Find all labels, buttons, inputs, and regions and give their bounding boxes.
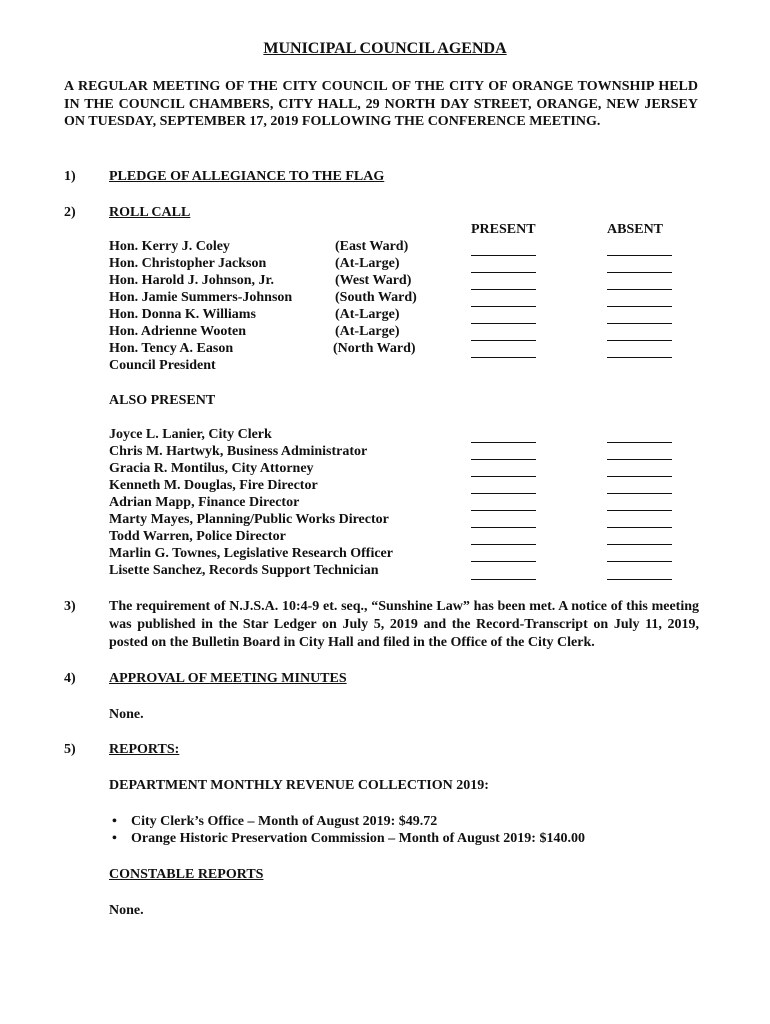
item-4-number: 4): [64, 671, 76, 686]
absent-blank: [607, 340, 672, 341]
official-entry: Chris M. Hartwyk, Business Administrator: [109, 444, 368, 459]
present-blank: [471, 323, 536, 324]
item-1-number: 1): [64, 169, 76, 184]
present-blank: [471, 289, 536, 290]
absent-blank: [607, 323, 672, 324]
constable-reports-body: None.: [109, 903, 144, 918]
absent-blank: [607, 493, 672, 494]
item-5-heading: REPORTS:: [109, 742, 180, 757]
absent-blank: [607, 272, 672, 273]
absent-blank: [607, 255, 672, 256]
item-1-heading: PLEDGE OF ALLEGIANCE TO THE FLAG: [109, 169, 385, 184]
member-name: Hon. Christopher Jackson: [109, 256, 267, 271]
absent-blank: [607, 442, 672, 443]
member-ward: (At-Large): [335, 256, 400, 271]
present-blank: [471, 527, 536, 528]
member-ward: (East Ward): [335, 239, 409, 254]
bullet-marker: •: [112, 831, 117, 846]
present-blank: [471, 357, 536, 358]
present-blank: [471, 493, 536, 494]
absent-blank: [607, 561, 672, 562]
official-entry: Joyce L. Lanier, City Clerk: [109, 427, 272, 442]
official-entry: Marty Mayes, Planning/Public Works Director: [109, 512, 389, 527]
present-blank: [471, 459, 536, 460]
official-entry: Lisette Sanchez, Records Support Technician: [109, 563, 379, 578]
official-entry: Kenneth M. Douglas, Fire Director: [109, 478, 318, 493]
present-column-header: PRESENT: [471, 222, 536, 237]
official-entry: Gracia R. Montilus, City Attorney: [109, 461, 314, 476]
absent-blank: [607, 306, 672, 307]
present-blank: [471, 510, 536, 511]
meeting-intro: A REGULAR MEETING OF THE CITY COUNCIL OF THE CITY OF ORANGE TOWNSHIP HELD IN THE COUNCIL CHAMBERS, CITY HALL, 29 NORTH DAY STREET, ORANGE, NEW JERSEY ON TUESDAY, SEPTEMBER 17, 2019 FOLLOWING THE CONFERENCE MEETING.: [64, 79, 698, 129]
official-entry: Marlin G. Townes, Legislative Research Officer: [109, 546, 393, 561]
absent-blank: [607, 579, 672, 580]
member-name: Hon. Kerry J. Coley: [109, 239, 230, 254]
absent-blank: [607, 544, 672, 545]
constable-reports-heading: CONSTABLE REPORTS: [109, 867, 264, 882]
item-3-number: 3): [64, 599, 76, 614]
present-blank: [471, 442, 536, 443]
member-name: Hon. Jamie Summers-Johnson: [109, 290, 293, 305]
revenue-collection-heading: DEPARTMENT MONTHLY REVENUE COLLECTION 2019:: [109, 778, 489, 793]
absent-blank: [607, 527, 672, 528]
present-blank: [471, 255, 536, 256]
member-ward: (South Ward): [335, 290, 417, 305]
absent-blank: [607, 510, 672, 511]
item-5-number: 5): [64, 742, 76, 757]
present-blank: [471, 340, 536, 341]
member-ward: (West Ward): [335, 273, 412, 288]
item-2-heading: ROLL CALL: [109, 205, 191, 220]
member-name: Hon. Adrienne Wooten: [109, 324, 247, 339]
absent-blank: [607, 357, 672, 358]
member-ward: (At-Large): [335, 307, 400, 322]
present-blank: [471, 272, 536, 273]
absent-blank: [607, 476, 672, 477]
member-ward: (At-Large): [335, 324, 400, 339]
present-blank: [471, 561, 536, 562]
member-name: Hon. Tency A. Eason: [109, 341, 234, 356]
official-entry: Todd Warren, Police Director: [109, 529, 286, 544]
page-title: MUNICIPAL COUNCIL AGENDA: [263, 40, 507, 57]
present-blank: [471, 544, 536, 545]
member-ward: (North Ward): [333, 341, 416, 356]
also-present-heading: ALSO PRESENT: [109, 393, 216, 408]
absent-column-header: ABSENT: [607, 222, 664, 237]
bullet-marker: •: [112, 814, 117, 829]
member-name: Hon. Harold J. Johnson, Jr.: [109, 273, 274, 288]
official-entry: Adrian Mapp, Finance Director: [109, 495, 300, 510]
absent-blank: [607, 289, 672, 290]
item-4-heading: APPROVAL OF MEETING MINUTES: [109, 671, 347, 686]
council-president-note: Council President: [109, 358, 216, 373]
present-blank: [471, 476, 536, 477]
present-blank: [471, 306, 536, 307]
sunshine-law-notice: The requirement of N.J.S.A. 10:4-9 et. seq., “Sunshine Law” has been met. A notice of this meeting was published in the Star Ledger on July 5, 2019 and the Record-Transcript on July 11, 2019, posted on the Bulletin Board in City Hall and filed in the Office of the City Clerk.: [109, 599, 699, 650]
member-name: Hon. Donna K. Williams: [109, 307, 256, 322]
item-2-number: 2): [64, 205, 76, 220]
present-blank: [471, 579, 536, 580]
item-4-body: None.: [109, 707, 144, 722]
absent-blank: [607, 459, 672, 460]
revenue-list-item: Orange Historic Preservation Commission – Month of August 2019: $140.00: [131, 831, 585, 846]
revenue-list-item: City Clerk’s Office – Month of August 2019: $49.72: [131, 814, 438, 829]
